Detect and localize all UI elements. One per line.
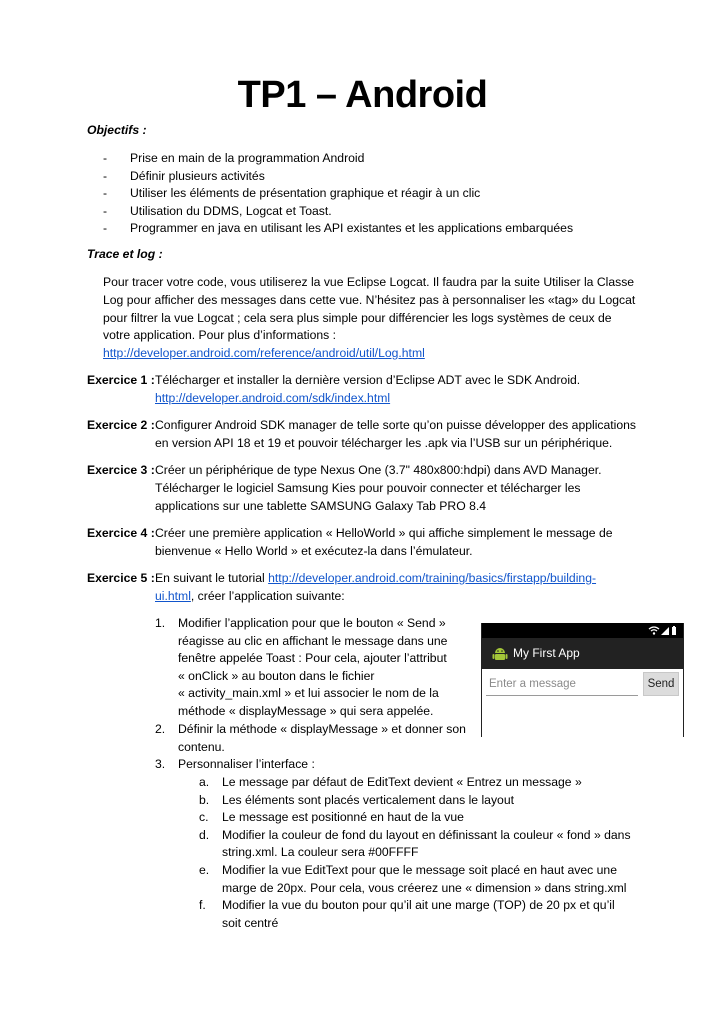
substep-c: c. Le message est positionné en haut de la vue: [199, 810, 464, 825]
exercise-label: Exercice 3 :: [87, 463, 155, 477]
wifi-icon: [649, 627, 659, 635]
list-item: - Programmer en java en utilisant les API existantes et les applications embarquées: [103, 221, 574, 236]
substep-list: [199, 774, 649, 932]
objectifs-list: [103, 150, 573, 238]
substep-d: d. Modifier la couleur de fond du layout en définissant la couleur « fond » dans string.xml. La couleur sera #00FFFF: [199, 827, 631, 860]
exercise-label: Exercice 1 :: [87, 373, 155, 387]
page-title: TP1 – Android: [237, 74, 488, 116]
substep-e: e. Modifier la vue EditText pour que le message soit placé en haut avec une marge de 20px. Pour cela, vous créerez une « dimension » dans string.xml: [199, 862, 627, 895]
objectifs-heading: Objectifs :: [87, 123, 147, 137]
step-3: 3. Personnaliser l’interface :: [155, 757, 315, 771]
exercise-1: Exercice 1 : Télécharger et installer la dernière version d’Eclipse ADT avec le SDK Android. http://developer.android.com/sdk/index.html: [87, 373, 581, 405]
trace-paragraph: Pour tracer votre code, vous utiliserez la vue Eclipse Logcat. Il faudra par la suite Utiliser la Classe Log pour afficher des messages dans cette vue. N’hésitez pas à personnaliser les «tag» du Logcat pour filtrer la vue Logcat ; cela sera plus simple pour différencier les logs systèmes de ceux de votre application. Pour plus d’informations : http://developer.android.com/reference/android/util/Log.html: [103, 275, 636, 361]
signal-icon: [661, 627, 669, 635]
list-item: - Utilisation du DDMS, Logcat et Toast.: [103, 203, 332, 218]
log-doc-link[interactable]: http://developer.android.com/reference/android/util/Log.html: [103, 346, 425, 361]
status-icons: [648, 625, 678, 636]
substep-f: f. Modifier la vue du bouton pour qu’il ait une marge (TOP) de 20 px et qu’il soit centré: [199, 898, 615, 930]
step-1: 1. Modifier l’application pour que le bouton « Send » réagisse au clic en affichant le message dans une fenêtre appelée Toast : Pour cela, ajouter l’attribut « onClick » au bouton dans le fichier « activity_main.xml » et lui associer le nom de la méthode « displayMessage » qui sera appelée.: [155, 616, 448, 718]
battery-icon: [672, 626, 676, 635]
substep-a: a. Le message par défaut de EditText devient « Entrez un message »: [199, 775, 582, 789]
trace-heading: Trace et log :: [87, 247, 163, 261]
exercise-label: Exercice 5 :: [87, 571, 155, 585]
exercise-3: Exercice 3 : Créer un périphérique de type Nexus One (3.7" 480x800:hdpi) dans AVD Manager. Télécharger le logiciel Samsung Kies pour pouvoir connecter et télécharger les applications sur une tablette SAMSUNG Galaxy Tab PRO 8.4: [87, 463, 602, 513]
app-screenshot: [481, 623, 684, 737]
message-field-wrapper: [486, 675, 638, 696]
exercise-5: Exercice 5 : En suivant le tutorial http://developer.android.com/training/basics/firstapp/building- ui.html, créer l’application suivante:: [87, 571, 597, 603]
list-item: - Prise en main de la programmation Android: [103, 151, 365, 165]
send-button[interactable]: Send: [643, 672, 679, 696]
substep-b: b. Les éléments sont placés verticalement dans le layout: [199, 792, 514, 807]
app-title: My First App: [513, 646, 580, 660]
sdk-download-link[interactable]: http://developer.android.com/sdk/index.html: [155, 390, 391, 405]
exercise-4: Exercice 4 : Créer une première application « HelloWorld » qui affiche simplement le message de bienvenue « Hello World » et exécutez-la dans l’émulateur.: [87, 526, 613, 558]
tutorial-link[interactable]: http://developer.android.com/training/basics/firstapp/building-: [268, 571, 597, 585]
exercise-label: Exercice 4 :: [87, 526, 155, 540]
list-item: - Définir plusieurs activités: [103, 168, 265, 183]
exercise-label: Exercice 2 :: [87, 418, 155, 432]
action-bar: [482, 638, 683, 669]
message-input[interactable]: [486, 675, 639, 693]
tutorial-link-continued[interactable]: ui.html: [155, 588, 191, 603]
status-bar: [482, 623, 683, 638]
exercise-2: Exercice 2 : Configurer Android SDK manager de telle sorte qu’on puisse développer des applications en version API 18 et 19 et pouvoir télécharger les .apk via l’USB sur un périphérique.: [87, 418, 637, 450]
android-icon: [492, 645, 508, 662]
list-item: - Utiliser les éléments de présentation graphique et réagir à un clic: [103, 186, 481, 201]
step-2: 2. Définir la méthode « displayMessage » et donner son contenu.: [155, 722, 466, 754]
